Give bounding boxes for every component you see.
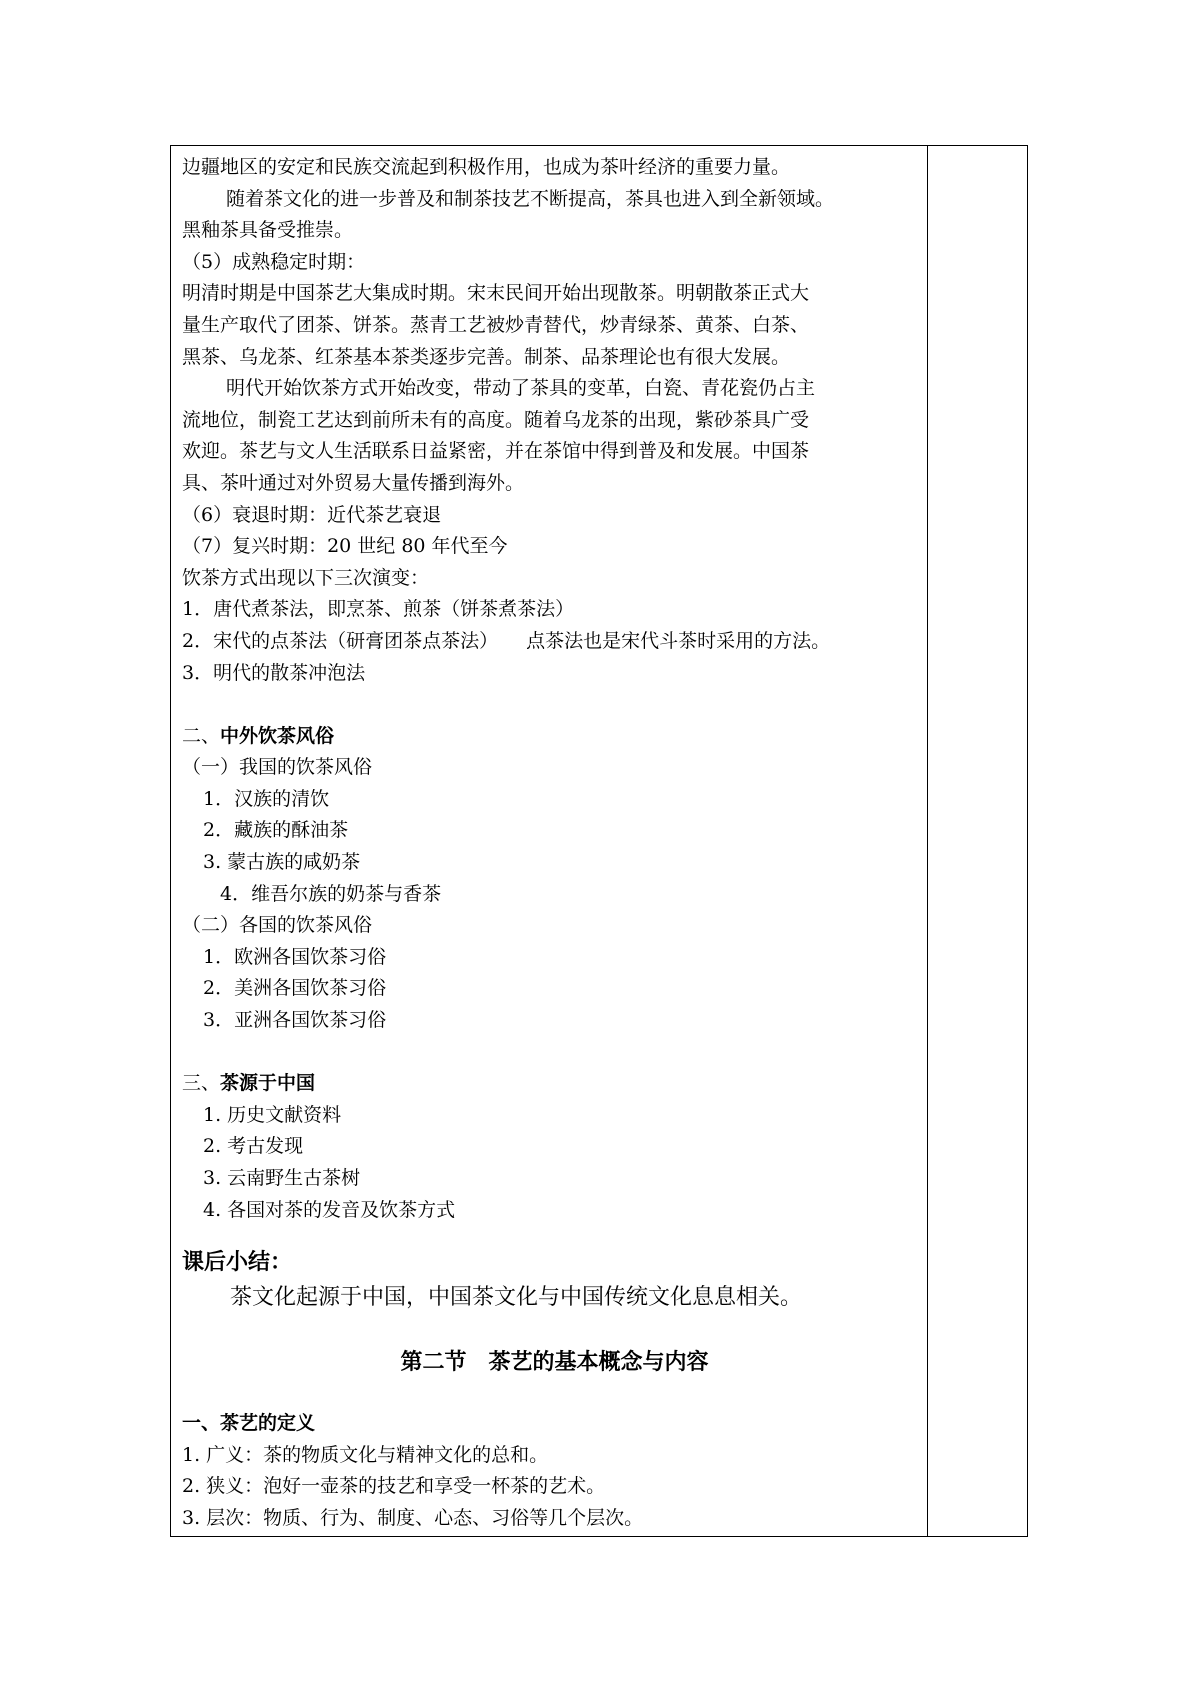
section-title: 茶源于中国 [220, 1072, 316, 1095]
evolution-intro: 饮茶方式出现以下三次演变： [182, 566, 430, 589]
list-item: 2．美洲各国饮茶习俗 [203, 977, 387, 1000]
evolution-item-main: 2．宋代的点茶法（研膏团茶点茶法） [182, 629, 499, 652]
period-heading: （7）复兴时期：20 世纪 80 年代至今 [182, 535, 508, 558]
paragraph-line: 边疆地区的安定和民族交流起到积极作用，也成为茶叶经济的重要力量。 [182, 156, 791, 178]
definition-item: 2. 狭义：泡好一壶茶的技艺和享受一杯茶的艺术。 [182, 1475, 606, 1498]
definition-heading: 一、茶艺的定义 [182, 1412, 316, 1435]
paragraph-line: 明代开始饮茶方式开始改变，带动了茶具的变革，白瓷、青花瓷仍占主 [226, 377, 816, 400]
list-item: 1. 历史文献资料 [203, 1103, 342, 1126]
paragraph-line: 量生产取代了团茶、饼茶。蒸青工艺被炒青替代，炒青绿茶、黄茶、白茶、 [182, 313, 810, 336]
evolution-item: 1．唐代煮茶法，即烹茶、煎茶（饼茶煮茶法） [182, 598, 575, 621]
definition-item: 1. 广义：茶的物质文化与精神文化的总和。 [182, 1443, 549, 1466]
paragraph-line: 流地位，制瓷工艺达到前所未有的高度。随着乌龙茶的出现，紫砂茶具广受 [182, 408, 810, 431]
summary-text: 茶文化起源于中国，中国茶文化与中国传统文化息息相关。 [230, 1285, 803, 1311]
paragraph-line: 具、茶叶通过对外贸易大量传播到海外。 [182, 471, 525, 494]
list-item: 2. 考古发现 [203, 1135, 304, 1158]
section-number: 三、 [182, 1072, 221, 1095]
period-heading: （5）成熟稳定时期： [182, 250, 366, 273]
period-heading: （6）衰退时期：近代茶艺衰退 [182, 503, 442, 526]
section-heading [182, 721, 927, 753]
list-item: 2．藏族的酥油茶 [203, 819, 349, 842]
list-item: 3. 蒙古族的咸奶茶 [203, 851, 361, 874]
section-number: 二、 [182, 724, 221, 747]
paragraph-line: 随着茶文化的进一步普及和制茶技艺不断提高，茶具也进入到全新领域。 [226, 187, 835, 210]
subsection-heading: （二）各国的饮茶风俗 [182, 914, 373, 937]
list-item: 3．亚洲各国饮茶习俗 [203, 1009, 387, 1032]
list-item: 1．欧洲各国饮茶习俗 [203, 945, 387, 968]
list-item: 4．维吾尔族的奶茶与香茶 [220, 882, 442, 905]
evolution-item [182, 626, 927, 658]
summary-label: 课后小结： [182, 1249, 293, 1276]
column-divider [927, 146, 928, 1536]
paragraph-line: 明清时期是中国茶艺大集成时期。宋末民间开始出现散茶。明朝散茶正式大 [182, 282, 810, 305]
section-title: 中外饮茶风俗 [220, 724, 335, 747]
evolution-item: 3．明代的散茶冲泡法 [182, 661, 366, 684]
paragraph-line: 黑釉茶具备受推崇。 [182, 219, 354, 242]
lesson-table [170, 145, 1028, 1537]
list-item: 3. 云南野生古茶树 [203, 1167, 361, 1189]
paragraph-line: 欢迎。茶艺与文人生活联系日益紧密，并在茶馆中得到普及和发展。中国茶 [182, 440, 810, 463]
list-item: 1．汉族的清饮 [203, 787, 330, 810]
section-heading [182, 1068, 927, 1100]
list-item: 4. 各国对茶的发音及饮茶方式 [203, 1198, 456, 1221]
lesson-content-cell [182, 152, 927, 1535]
paragraph-line: 黑茶、乌龙茶、红茶基本茶类逐步完善。制茶、品茶理论也有很大发展。 [182, 345, 791, 368]
section-2-heading: 第二节 茶艺的基本概念与内容 [400, 1349, 709, 1376]
evolution-item-note: 点茶法也是宋代斗茶时采用的方法。 [526, 629, 831, 652]
definition-item: 3. 层次：物质、行为、制度、心态、习俗等几个层次。 [182, 1506, 644, 1529]
subsection-heading: （一）我国的饮茶风俗 [182, 756, 373, 779]
